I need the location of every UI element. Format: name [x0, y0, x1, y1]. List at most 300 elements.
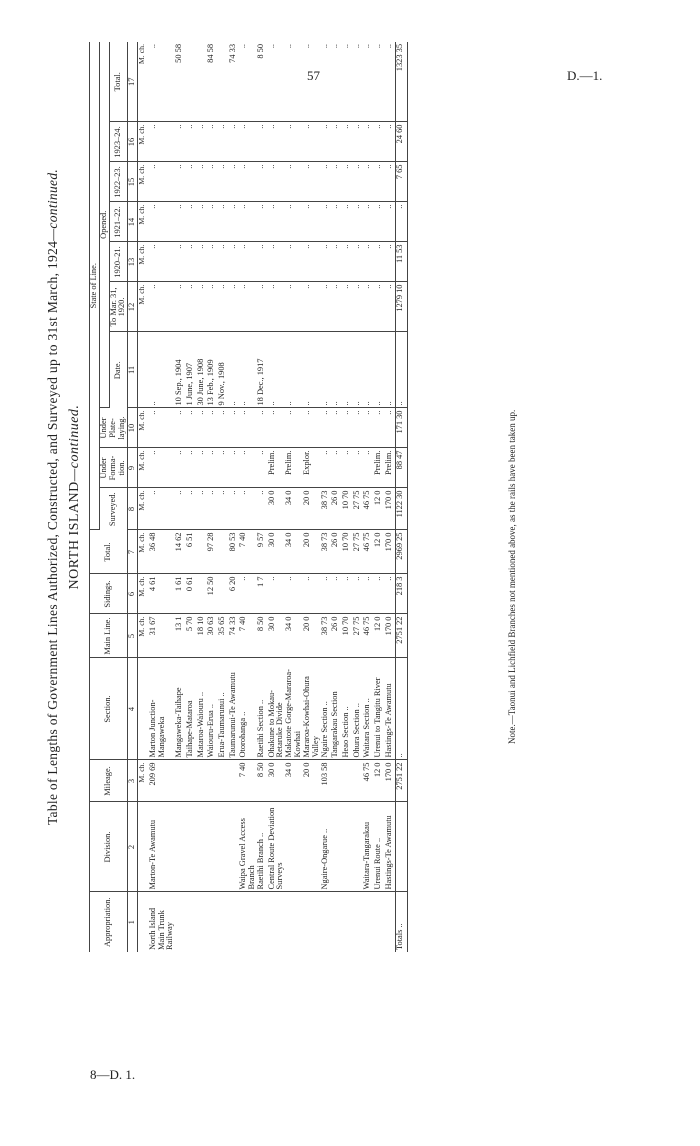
table-cell: .. — [285, 332, 303, 408]
table-cell: 12 0 — [374, 760, 385, 802]
table-cell: .. — [331, 122, 342, 162]
table-cell: .. — [342, 574, 353, 614]
table-cell: 34 0 — [285, 614, 303, 658]
th-year-3: 1922–23. — [109, 162, 128, 202]
table-cell: .. — [331, 162, 342, 202]
table-cell: .. — [342, 448, 353, 488]
table-cell: .. — [175, 448, 186, 488]
table-cell: Marton Junction-Mangaweka — [149, 658, 175, 760]
table-cell: .. — [175, 202, 186, 242]
column-number: 12 — [128, 282, 138, 332]
table-cell: 170 0 — [385, 530, 396, 574]
table-cell: .. — [303, 42, 321, 122]
table-cell: .. — [268, 242, 286, 282]
table-cell: 1 7 — [257, 574, 268, 614]
table-cell: .. — [207, 408, 218, 448]
table-cell: .. — [331, 202, 342, 242]
table-cell: .. — [303, 122, 321, 162]
table-cell: .. — [207, 448, 218, 488]
th-surveyed: Surveyed. — [99, 488, 127, 530]
subtitle-continued: —continued. — [67, 404, 82, 482]
table-cell: .. — [342, 242, 353, 282]
table-cell: .. — [239, 282, 257, 332]
table-cell: M. ch. — [138, 242, 149, 282]
table-cell: .. — [207, 282, 218, 332]
table-cell: .. — [239, 42, 257, 122]
table-cell: 12 50 — [207, 574, 218, 614]
table-cell — [303, 892, 321, 952]
table-cell: .. — [396, 202, 408, 242]
table-cell: .. — [363, 202, 374, 242]
table-cell: 34 0 — [285, 488, 303, 530]
table-cell — [321, 892, 332, 952]
column-number: 6 — [128, 574, 138, 614]
table-cell — [363, 892, 374, 952]
table-row — [285, 42, 303, 952]
th-under-platelaying: Under Plate- laying. — [99, 408, 127, 448]
table-cell: .. — [285, 242, 303, 282]
table-cell: 0 61 — [186, 574, 197, 614]
table-cell: .. — [207, 162, 218, 202]
table-cell: .. — [257, 242, 268, 282]
table-cell: .. — [268, 122, 286, 162]
table-cell: .. — [239, 122, 257, 162]
table-cell: .. — [363, 162, 374, 202]
table-cell: .. — [321, 448, 332, 488]
table-cell: .. — [303, 282, 321, 332]
table-cell: 74 33 — [229, 614, 240, 658]
table-row — [385, 42, 396, 952]
table-cell: .. — [385, 122, 396, 162]
caption-continued: —continued. — [45, 168, 60, 241]
table-cell: .. — [207, 202, 218, 242]
table-cell — [175, 802, 186, 892]
th-sidings: Sidings. — [90, 574, 128, 614]
table-cell: 30 63 — [207, 614, 218, 658]
table-cell: 20 0 — [303, 614, 321, 658]
table-cell: .. — [186, 202, 197, 242]
table-cell: .. — [353, 42, 364, 122]
table-cell: 6 51 — [186, 530, 197, 574]
table-cell: .. — [197, 448, 208, 488]
table-cell: .. — [149, 122, 175, 162]
column-number: 15 — [128, 162, 138, 202]
table-cell: 46 75 — [363, 530, 374, 574]
table-cell: .. — [229, 162, 240, 202]
table-cell: .. — [353, 162, 364, 202]
table-cell — [331, 760, 342, 802]
table-cell: 209 69 — [149, 760, 175, 802]
table-cell: 27 75 — [353, 488, 364, 530]
table-cell: .. — [218, 202, 229, 242]
table-cell: .. — [331, 242, 342, 282]
table-cell: .. — [229, 242, 240, 282]
table-row — [207, 42, 218, 952]
table-cell: 14 62 — [175, 530, 186, 574]
table-cell: 10 70 — [342, 488, 353, 530]
table-row — [239, 42, 257, 952]
table-cell: Mararoa-Kowhai-Ohura Valley — [303, 658, 321, 760]
table-row — [197, 42, 208, 952]
table-cell: .. — [342, 282, 353, 332]
table-row — [229, 42, 240, 952]
table-cell: .. — [285, 162, 303, 202]
table-cell — [342, 802, 353, 892]
table-cell: Hastings-Te Awamutu — [385, 802, 396, 892]
table-cell: .. — [331, 332, 342, 408]
column-number: 3 — [128, 760, 138, 802]
table-cell: Erua-Taumarunui .. — [218, 658, 229, 760]
table-cell: .. — [396, 332, 408, 408]
th-appropriation: Appropriation. — [90, 892, 128, 952]
table-cell: .. — [363, 42, 374, 122]
th-total: Total. — [90, 530, 128, 574]
table-cell: M. ch. — [138, 282, 149, 332]
table-cell: 13 1 — [175, 614, 186, 658]
table-cell: .. — [331, 42, 342, 122]
table-cell: .. — [331, 574, 342, 614]
table-cell: .. — [268, 42, 286, 122]
page-reference: D.—1. — [567, 68, 603, 83]
table-cell: 38 73 — [321, 488, 332, 530]
table-cell: 7 40 — [239, 760, 257, 802]
table-cell: .. — [218, 282, 229, 332]
column-number: 13 — [128, 242, 138, 282]
table-cell: 34 0 — [285, 530, 303, 574]
totals-row — [396, 42, 408, 952]
table-cell: .. — [268, 202, 286, 242]
th-date: Date. — [109, 332, 128, 408]
table-cell: .. — [149, 282, 175, 332]
table-cell — [175, 760, 186, 802]
table-cell: .. — [175, 242, 186, 282]
table-cell: .. — [268, 408, 286, 448]
table-cell — [353, 892, 364, 952]
table-cell: Makatote Gorge-Mararoa-Kowhai — [285, 658, 303, 760]
rotated-table-page — [45, 42, 525, 952]
table-cell — [186, 892, 197, 952]
table-cell: Taumarunui-Te Awamutu — [229, 658, 240, 760]
table-cell — [396, 802, 408, 892]
table-cell: .. — [374, 408, 385, 448]
table-cell: 13 Feb., 1909 — [207, 332, 218, 408]
table-cell — [285, 802, 303, 892]
table-cell: 10 70 — [342, 614, 353, 658]
column-number: 11 — [128, 332, 138, 408]
table-cell: .. — [239, 488, 257, 530]
table-cell: .. — [239, 448, 257, 488]
table-cell: Prelim. — [285, 448, 303, 488]
table-cell: .. — [363, 242, 374, 282]
table-cell: .. — [175, 122, 186, 162]
table-row — [268, 42, 286, 952]
table-cell: 1122 30 — [396, 488, 408, 530]
table-cell: 103 58 — [321, 760, 332, 802]
table-cell: .. — [385, 202, 396, 242]
page-number: 57 — [307, 68, 320, 83]
table-cell: .. — [197, 488, 208, 530]
table-cell: .. — [321, 332, 332, 408]
table-cell: .. — [363, 574, 374, 614]
table-cell: 88 47 — [396, 448, 408, 488]
units-row — [138, 42, 149, 952]
table-cell: 27 75 — [353, 530, 364, 574]
table-cell: .. — [268, 282, 286, 332]
table-cell: .. — [385, 282, 396, 332]
table-cell: 10 Sep., 1904 — [175, 332, 186, 408]
table-cell — [197, 892, 208, 952]
table-cell: 24 60 — [396, 122, 408, 162]
column-number: 9 — [128, 448, 138, 488]
table-cell — [218, 802, 229, 892]
table-cell: M. ch. — [138, 448, 149, 488]
table-cell: Raetihi Section .. — [257, 658, 268, 760]
table-cell: .. — [257, 122, 268, 162]
table-cell: 27 75 — [353, 614, 364, 658]
table-cell: .. — [197, 282, 208, 332]
table-cell: 20 0 — [303, 760, 321, 802]
table-cell: .. — [239, 574, 257, 614]
table-cell: .. — [218, 448, 229, 488]
table-cell: .. — [285, 574, 303, 614]
column-number: 16 — [128, 122, 138, 162]
table-cell: 170 0 — [385, 488, 396, 530]
table-cell: M. ch. — [138, 760, 149, 802]
table-cell: Prelim. — [385, 448, 396, 488]
table-cell: .. — [186, 242, 197, 282]
table-cell — [385, 892, 396, 952]
table-cell: .. — [385, 574, 396, 614]
table-cell: .. — [149, 242, 175, 282]
table-cell: .. — [331, 408, 342, 448]
table-cell: .. — [229, 282, 240, 332]
table-cell: .. — [197, 162, 208, 202]
table-cell: .. — [175, 162, 186, 202]
table-cell: M. ch. — [138, 162, 149, 202]
th-year-2: 1921–22. — [109, 202, 128, 242]
table-cell — [285, 892, 303, 952]
table-cell: 35 65 — [218, 614, 229, 658]
table-cell: 218 3 — [396, 574, 408, 614]
table-cell: 26 0 — [331, 530, 342, 574]
table-cell: .. — [385, 42, 396, 122]
table-cell: 6 20 — [229, 574, 240, 614]
table-cell: .. — [149, 332, 175, 408]
table-cell: Ngaire-Ongarue .. — [321, 802, 332, 892]
table-cell: .. — [353, 122, 364, 162]
table-cell: Mangaweka-Taihape — [175, 658, 186, 760]
table-cell: North Island Main Trunk Railway — [147, 907, 175, 950]
table-cell: 84 58 — [207, 42, 218, 122]
table-cell: .. — [207, 122, 218, 162]
table-cell: 2751 22 — [396, 614, 408, 658]
table-cell: 20 0 — [303, 530, 321, 574]
table-cell: 8 50 — [257, 42, 268, 122]
table-cell: .. — [186, 162, 197, 202]
table-cell: .. — [374, 42, 385, 122]
table-cell: Heao Section .. — [342, 658, 353, 760]
table-cell: 30 0 — [268, 614, 286, 658]
table-cell: 36 48 — [149, 530, 175, 574]
table-cell: .. — [218, 488, 229, 530]
table-cell: 2969 25 — [396, 530, 408, 574]
table-cell: 34 0 — [285, 760, 303, 802]
table-cell: .. — [207, 488, 218, 530]
table-cell: .. — [353, 448, 364, 488]
table-cell — [303, 802, 321, 892]
table-cell: .. — [229, 202, 240, 242]
table-cell: Taihape-Mataroa — [186, 658, 197, 760]
table-cell: .. — [353, 574, 364, 614]
th-year-4: 1923–24. — [109, 122, 128, 162]
table-cell — [331, 892, 342, 952]
table-cell: 1323 35 — [396, 42, 408, 122]
table-cell: .. — [229, 488, 240, 530]
column-number: 4 — [128, 658, 138, 760]
table-cell: .. — [374, 162, 385, 202]
column-number: 14 — [128, 202, 138, 242]
table-cell: M. ch. — [138, 408, 149, 448]
table-cell: .. — [396, 658, 408, 760]
table-cell: .. — [353, 242, 364, 282]
table-cell: Otorohanga .. — [239, 658, 257, 760]
table-cell: .. — [331, 448, 342, 488]
table-cell: 26 0 — [331, 488, 342, 530]
table-cell: .. — [186, 122, 197, 162]
table-cell: .. — [321, 574, 332, 614]
table-cell: .. — [285, 42, 303, 122]
table-row — [186, 42, 197, 952]
lengths-table — [89, 42, 408, 952]
table-cell — [138, 332, 149, 408]
table-cell: .. — [285, 122, 303, 162]
table-cell — [257, 892, 268, 952]
table-cell: .. — [342, 122, 353, 162]
table-cell: .. — [175, 282, 186, 332]
table-cell: 31 67 — [149, 614, 175, 658]
table-cell: 7 40 — [239, 530, 257, 574]
th-state-of-line: State of Line. — [90, 42, 100, 530]
table-cell: 30 June, 1908 — [197, 332, 208, 408]
table-row — [342, 42, 353, 952]
table-cell: .. — [229, 122, 240, 162]
table-cell: .. — [321, 162, 332, 202]
column-number: 8 — [128, 488, 138, 530]
table-cell: Ohura Section .. — [353, 658, 364, 760]
table-cell: .. — [321, 242, 332, 282]
table-cell: .. — [149, 42, 175, 122]
table-cell: .. — [149, 488, 175, 530]
table-cell: .. — [353, 282, 364, 332]
table-cell: .. — [197, 202, 208, 242]
table-cell: .. — [331, 282, 342, 332]
th-opened: Opened. — [99, 42, 109, 408]
table-cell — [175, 892, 186, 952]
table-cell: .. — [321, 282, 332, 332]
table-cell: Prelim. — [268, 448, 286, 488]
table-cell: 10 70 — [342, 530, 353, 574]
table-cell: 9 57 — [257, 530, 268, 574]
table-cell — [331, 802, 342, 892]
table-cell: .. — [257, 162, 268, 202]
table-cell — [229, 892, 240, 952]
table-cell: .. — [239, 408, 257, 448]
table-cell: .. — [303, 162, 321, 202]
table-cell: .. — [257, 408, 268, 448]
table-cell: 46 75 — [363, 488, 374, 530]
th-main-line: Main Line. — [90, 614, 128, 658]
table-cell: .. — [229, 332, 240, 408]
table-cell: 8 50 — [257, 760, 268, 802]
table-caption — [45, 42, 61, 952]
table-cell: .. — [268, 162, 286, 202]
table-cell: .. — [363, 282, 374, 332]
table-cell: 46 75 — [363, 760, 374, 802]
table-cell: 30 0 — [268, 488, 286, 530]
table-cell: .. — [207, 242, 218, 282]
table-cell: Totals .. — [396, 892, 408, 952]
table-cell: .. — [229, 448, 240, 488]
table-cell — [197, 802, 208, 892]
table-cell: M. ch. — [138, 574, 149, 614]
column-number: 5 — [128, 614, 138, 658]
table-cell: .. — [363, 332, 374, 408]
column-number: 17 — [128, 42, 138, 122]
table-cell — [186, 802, 197, 892]
table-cell: .. — [374, 202, 385, 242]
table-cell: M. ch. — [138, 614, 149, 658]
table-cell: .. — [257, 448, 268, 488]
table-cell: .. — [239, 242, 257, 282]
table-cell — [374, 892, 385, 952]
table-cell: .. — [218, 122, 229, 162]
table-cell: .. — [342, 162, 353, 202]
table-cell: .. — [374, 574, 385, 614]
column-number: 2 — [128, 802, 138, 892]
table-cell: 1 61 — [175, 574, 186, 614]
table-cell: .. — [385, 162, 396, 202]
table-cell: .. — [342, 332, 353, 408]
table-cell: .. — [353, 332, 364, 408]
table-cell: Hastings-Te Awamutu — [385, 658, 396, 760]
table-cell: .. — [285, 282, 303, 332]
table-cell: 74 33 — [229, 42, 240, 122]
table-cell: .. — [149, 162, 175, 202]
table-cell: .. — [385, 332, 396, 408]
table-cell — [239, 892, 257, 952]
table-cell: 171 30 — [396, 408, 408, 448]
table-cell: 12 0 — [374, 614, 385, 658]
table-cell — [218, 760, 229, 802]
table-cell: 8 50 — [257, 614, 268, 658]
table-cell: M. ch. — [138, 530, 149, 574]
table-cell: .. — [321, 202, 332, 242]
table-cell: Waitara-Tangarakau — [363, 802, 374, 892]
table-cell: .. — [303, 574, 321, 614]
table-cell: .. — [175, 408, 186, 448]
table-cell: 80 53 — [229, 530, 240, 574]
table-cell: 50 58 — [175, 42, 186, 122]
table-cell: .. — [197, 242, 208, 282]
table-cell: M. ch. — [138, 488, 149, 530]
table-cell: .. — [342, 408, 353, 448]
table-cell: Raetihi Branch .. — [257, 802, 268, 892]
table-cell: Marton-Te Awamutu — [149, 802, 175, 892]
table-cell — [342, 892, 353, 952]
table-cell: .. — [303, 332, 321, 408]
table-cell: .. — [285, 408, 303, 448]
table-cell — [197, 760, 208, 802]
